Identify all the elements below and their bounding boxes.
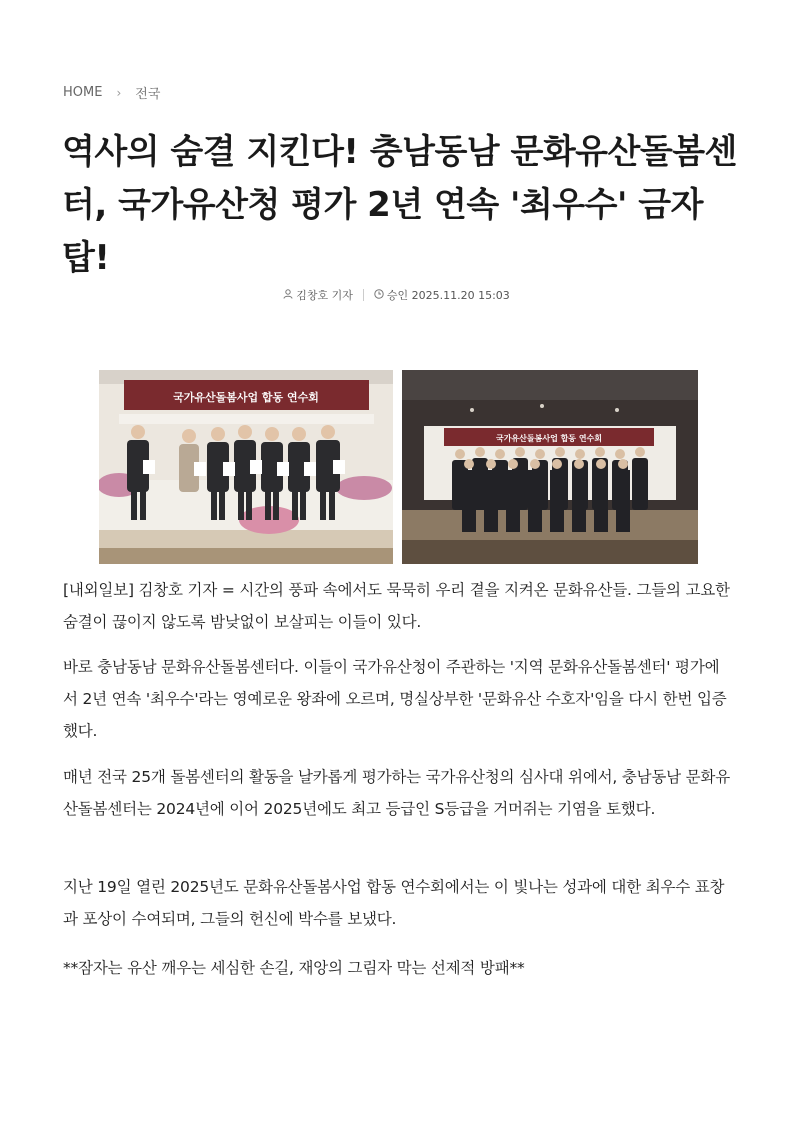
article-headline: 역사의 숨결 지킨다! 충남동남 문화유산돌봄센터, 국가유산청 평가 2년 연속 '최우수' 금자탑! — [62, 132, 737, 278]
article-paragraph: 바로 충남동남 문화유산돌봄센터다. 이들이 국가유산청이 주관하는 '지역 문화유산돌봄센터' 평가에서 2년 연속 '최우수'라는 영예로운 왕좌에 오르며, 명실상부한 '문화유산 수호자'임을 다시 한번 입증했다. — [63, 658, 727, 740]
person-icon — [283, 289, 293, 302]
right-banner-text: 국가유산돌봄사업 합동 연수회 — [495, 434, 603, 443]
ceremony-photo-left — [99, 370, 393, 564]
approved-timestamp: 승인 2025.11.20 15:03 — [386, 289, 510, 302]
byline-divider — [363, 289, 364, 301]
left-banner-text: 국가유산돌봄사업 합동 연수회 — [173, 391, 319, 404]
breadcrumb — [63, 83, 160, 102]
chevron-right-icon: › — [116, 85, 122, 100]
article-paragraph: 지난 19일 열린 2025년도 문화유산돌봄사업 합동 연수회에서는 이 빛나는 성과에 대한 최우수 표창과 포상이 수여되며, 그들의 헌신에 박수를 보냈다. — [63, 878, 725, 928]
article-subheading: **잠자는 유산 깨우는 세심한 손길, 재앙의 그림자 막는 선제적 방패** — [63, 959, 525, 977]
clock-icon — [374, 289, 384, 302]
author-name[interactable]: 김창호 기자 — [296, 289, 353, 302]
breadcrumb-section-link[interactable]: 전국 — [135, 87, 161, 102]
article-byline — [0, 287, 793, 303]
breadcrumb-home-link[interactable]: HOME — [63, 85, 103, 100]
article-paragraph: 매년 전국 25개 돌봄센터의 활동을 날카롭게 평가하는 국가유산청의 심사대 위에서, 충남동남 문화유산돌봄센터는 2024년에 이어 2025년에도 최고 등급인 S등급을 거머쥐는 기염을 토했다. — [63, 768, 730, 818]
article-paragraph: [내외일보] 김창호 기자 = 시간의 풍파 속에서도 묵묵히 우리 곁을 지켜온 문화유산들. 그들의 고요한 숨결이 끊이지 않도록 밤낮없이 보살피는 이들이 있다. — [63, 581, 730, 631]
group-photo-right — [402, 370, 698, 564]
